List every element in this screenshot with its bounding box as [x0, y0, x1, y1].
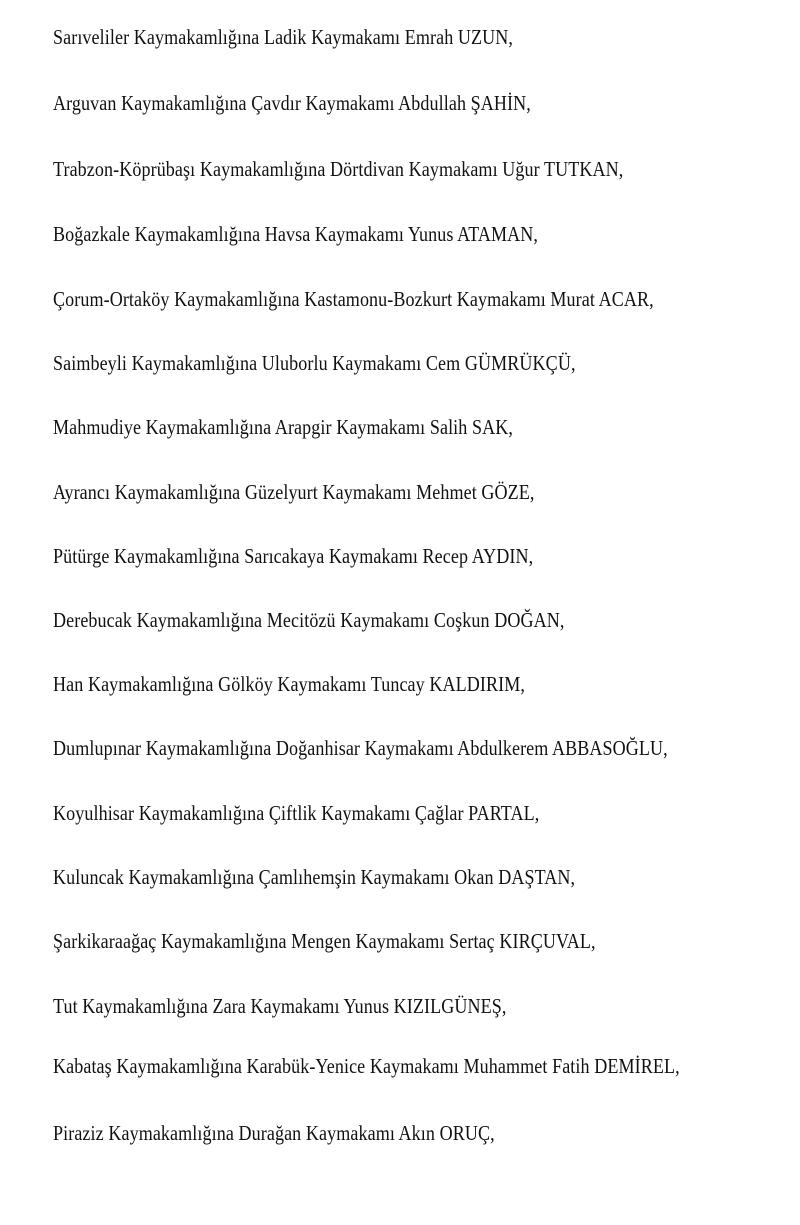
appointment-line: Pütürge Kaymakamlığına Sarıcakaya Kaymakamı Recep AYDIN, — [53, 544, 534, 568]
appointment-line: Piraziz Kaymakamlığına Durağan Kaymakamı Akın ORUÇ, — [53, 1121, 495, 1145]
appointment-line: Han Kaymakamlığına Gölköy Kaymakamı Tuncay KALDIRIM, — [53, 672, 525, 696]
appointment-line: Trabzon-Köprübaşı Kaymakamlığına Dörtdivan Kaymakamı Uğur TUTKAN, — [53, 157, 624, 181]
appointment-line: Saimbeyli Kaymakamlığına Uluborlu Kaymakamı Cem GÜMRÜKÇÜ, — [53, 351, 576, 375]
appointment-line: Çorum-Ortaköy Kaymakamlığına Kastamonu-Bozkurt Kaymakamı Murat ACAR, — [53, 287, 654, 311]
appointment-line: Sarıveliler Kaymakamlığına Ladik Kaymakamı Emrah UZUN, — [53, 25, 514, 49]
appointment-line: Şarkikaraağaç Kaymakamlığına Mengen Kaymakamı Sertaç KIRÇUVAL, — [53, 929, 596, 953]
appointment-line: Koyulhisar Kaymakamlığına Çiftlik Kaymakamı Çağlar PARTAL, — [53, 801, 540, 825]
appointment-line: Ayrancı Kaymakamlığına Güzelyurt Kaymakamı Mehmet GÖZE, — [53, 480, 535, 504]
appointment-line: Dumlupınar Kaymakamlığına Doğanhisar Kaymakamı Abdulkerem ABBASOĞLU, — [53, 736, 668, 760]
appointment-line: Boğazkale Kaymakamlığına Havsa Kaymakamı Yunus ATAMAN, — [53, 222, 539, 246]
appointment-line: Arguvan Kaymakamlığına Çavdır Kaymakamı Abdullah ŞAHİN, — [53, 91, 531, 115]
appointment-line: Tut Kaymakamlığına Zara Kaymakamı Yunus KIZILGÜNEŞ, — [53, 994, 507, 1018]
appointment-line: Derebucak Kaymakamlığına Mecitözü Kaymakamı Coşkun DOĞAN, — [53, 608, 565, 632]
appointment-line: Kabataş Kaymakamlığına Karabük-Yenice Kaymakamı Muhammet Fatih DEMİREL, — [53, 1054, 680, 1078]
appointment-line: Mahmudiye Kaymakamlığına Arapgir Kaymakamı Salih SAK, — [53, 415, 513, 439]
appointment-line: Kuluncak Kaymakamlığına Çamlıhemşin Kaymakamı Okan DAŞTAN, — [53, 865, 576, 889]
